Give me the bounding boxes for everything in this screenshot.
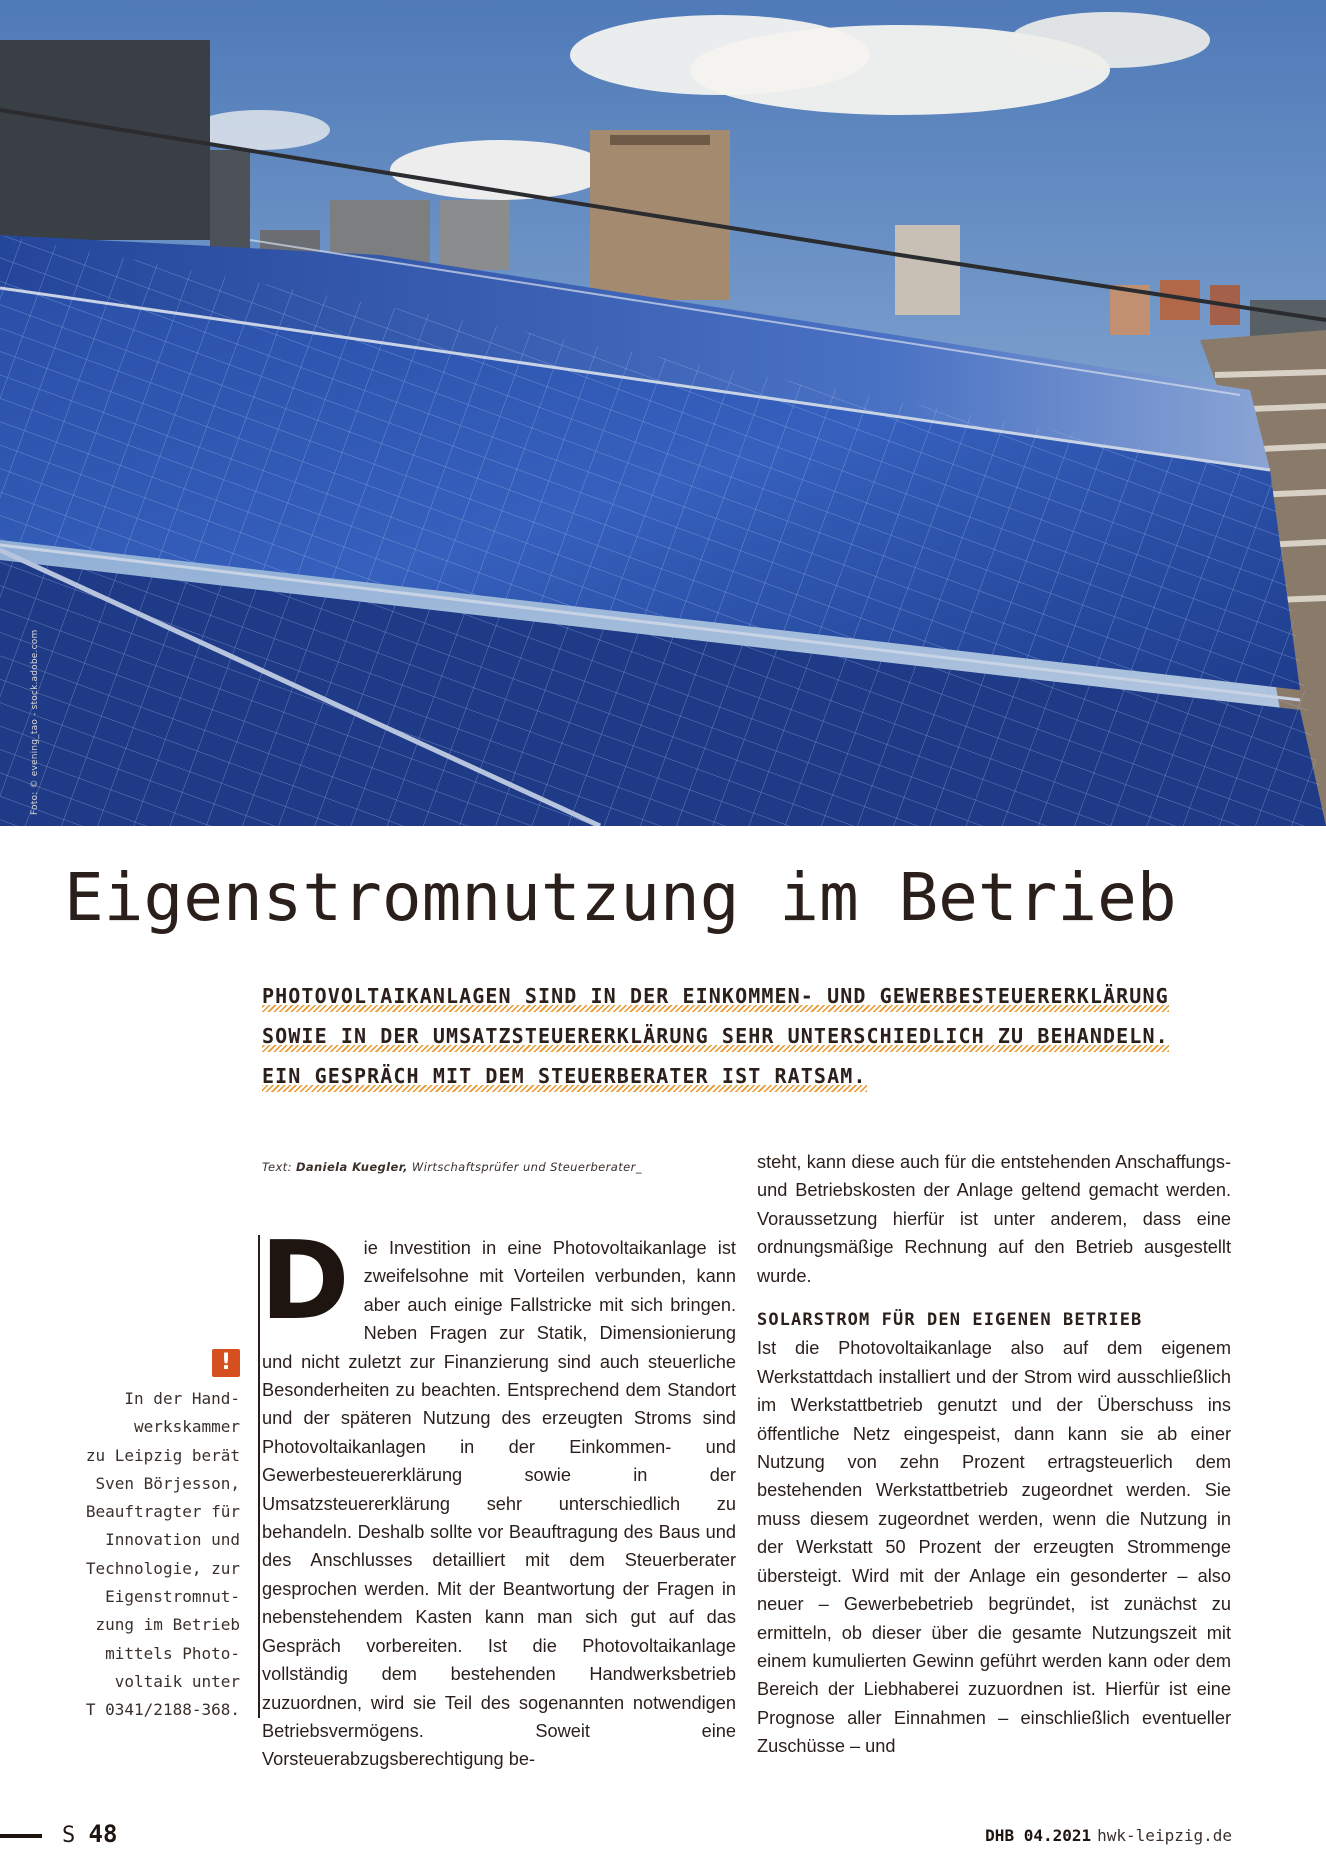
sidebar-line: In der Hand- [124,1389,240,1408]
sidebar-line: Sven Börjesson, [95,1473,240,1493]
drop-cap: D [260,1219,350,1344]
sidebar-line: werkskammer [134,1417,240,1437]
footer-bar [0,1834,42,1838]
lead-line: PHOTOVOLTAIKANLAGEN SIND IN DER EINKOMMEN- UND GEWERBESTEUERERKLÄRUNG [262,976,1242,1016]
body-paragraph: Ist die Photovoltaikanlage also auf dem eigenem Werkstattdach installiert und der Strom wird ausschließlich im Werkstattbetrieb genutzt und der Überschuss ins öffentliche Netz eingespeist, dann kann sie ab einer Nutzung von zehn Prozent ertragsteuerlich dem bestehenden Werkstattbetrieb zugeordnet werden. Sie muss diesem zugeordnet werden, wenn die Nutzung in der Werkstatt 50 Prozent der erzeugten Strommenge übersteigt. Wird mit der Anlage ein gesonderter – also neuer – Gewerbebetrieb begründet, ist zunächst zu ermitteln, ob dieser über die gesamte Nutzungszeit mit einem kumulierten Gewinn geführt werden kann oder dem Bereich der Liebhaberei zuzuordnen ist. Hierfür ist eine Prognose aller Einnahmen – einschließlich eventueller Zuschüsse – und [757,1338,1231,1757]
photo-credit: Foto: © evening_tao - stock.adobe.com [30,629,40,815]
body-paragraph: ie Investition in eine Photovoltaikanlage ist zweifelsohne mit Vorteilen verbunden, kann aber auch einige Fallstricke mit sich bringen. Neben Fragen zur Statik, Dimensionierung und nicht zuletzt zur Finanzierung sind auch steuerliche Besonderheiten zu beachten. Entsprechend dem Standort und der späteren Nutzung des erzeugten Stroms sind Photovoltaikanlagen in der Einkommen- und Gewerbesteuererklärung sowie in der Umsatzsteuererklärung sehr unterschiedlich zu behandeln. Deshalb sollte vor Beauftragung des Baus und des Anschlusses detailliert mit dem Steuerberater gesprochen werden. Mit der Beantwortung der Fragen in nebenstehendem Kasten kann man sich gut auf das Gespräch vorbereiten. Ist die Photovoltaikanlage vollständig dem bestehenden Handwerksbetrieb zuzuordnen, wird sie Teil des sogenannten notwendigen Betriebsvermögens. Soweit eine Vorsteuerabzugsberechtigung be- [262,1238,736,1770]
sidebar-line: Beauftragter für [85,1502,240,1522]
sidebar-line: mittels Photo- [105,1643,240,1663]
sidebar-line: Eigenstromnut- [105,1587,240,1607]
sidebar-line: zung im Betrieb [95,1615,240,1635]
article-lead [262,976,1242,1096]
sidebar-line: T 0341/2188-368. [85,1700,240,1720]
sidebar-line: Innovation und [105,1530,240,1550]
sidebar-contact-info [60,1385,240,1725]
footer-issue [985,1826,1232,1845]
section-subheading: SOLARSTROM FÜR DEN EIGENEN BETRIEB [757,1310,1143,1331]
hero-photo [0,0,1326,826]
sidebar-line: voltaik unter [114,1671,240,1691]
author-name: Daniela Kuegler, [295,1160,408,1174]
lead-line: SOWIE IN DER UMSATZSTEUERERKLÄRUNG SEHR UNTERSCHIEDLICH ZU BEHANDELN. [262,1016,1242,1056]
issue-label: DHB 04.2021 [985,1826,1092,1845]
body-column-1 [260,1219,736,1774]
website-link[interactable]: hwk-leipzig.de [1097,1826,1232,1845]
body-paragraph: steht, kann diese auch für die entstehenden Anschaffungs- und Betriebskosten der Anlage geltend gemacht werden. Voraussetzung hierfür ist unter anderem, dass eine ordnungsmäßige Rechnung auf den Betrieb ausgestellt wurde. [757,1152,1231,1286]
byline: Text: Daniela Kuegler, Wirtschaftsprüfer und Steuerberater_ [262,1160,642,1174]
body-column-2 [757,1148,1231,1761]
sidebar-line: Technologie, zur [85,1558,240,1578]
article-headline: Eigenstromnutzung im Betrieb [64,859,1177,936]
exclamation-icon: ! [212,1349,240,1377]
lead-line: EIN GESPRÄCH MIT DEM STEUERBERATER IST RATSAM. [262,1056,1242,1096]
page-number: S 48 [62,1820,118,1848]
sidebar-line: zu Leipzig berät [85,1445,240,1465]
